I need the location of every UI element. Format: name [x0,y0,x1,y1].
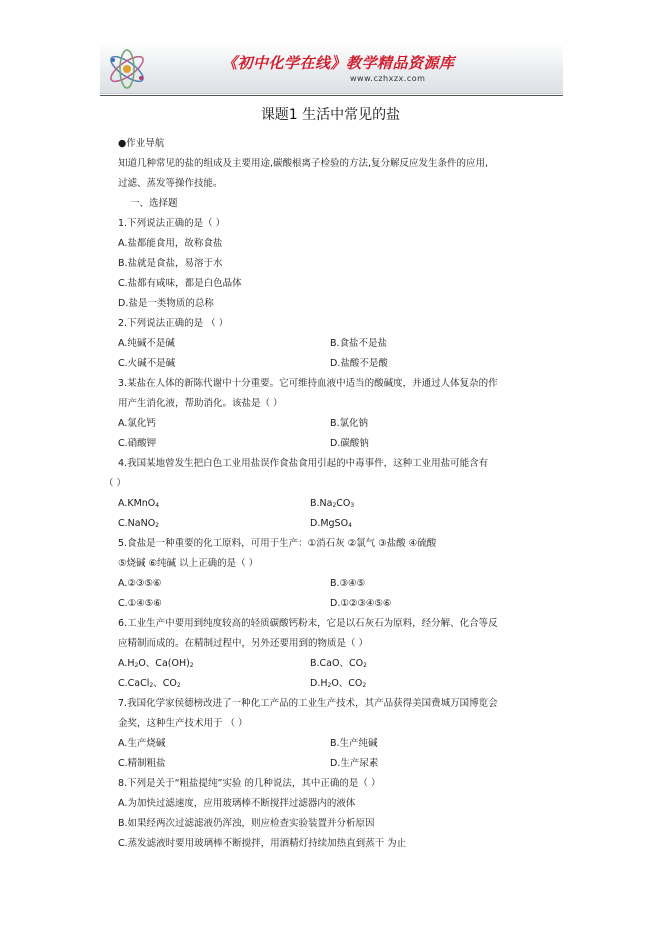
option: A.氯化钙 [118,418,156,429]
option: D.生产尿素 [330,758,379,769]
option: C.火碱不是碱 [118,358,176,369]
option: B.③④⑤ [330,578,366,589]
option: D.碳酸钠 [330,438,369,449]
option: $A.H_2O$、$Ca(OH)_2$ [118,658,194,669]
option: A.生产烧碱 [118,738,166,749]
option: $D.H_2O$、$CO_2$ [310,678,367,689]
question-stem: 应精制而成的。在精制过程中，另外还要用到的物质是（ ） [118,638,369,649]
option: B.食盐不是盐 [330,338,388,349]
header-divider [100,95,563,96]
guide-text-line2: 过滤、蒸发等操作技能。 [118,178,223,189]
option: B.盐就是食盐，易溶于水 [118,258,223,269]
option: C.盐都有咸味，都是白色晶体 [118,278,242,289]
section-heading: 一、选择题 [130,198,178,209]
option: B.如果经两次过滤滤液仍浑浊，则应检查实验装置并分析原因 [118,818,375,829]
option: C.精制粗盐 [118,758,166,769]
option: C.CaCl$_2$、$CO_2$ [118,678,181,689]
site-title: 《初中化学在线》教学精品资源库 [222,54,455,72]
question-stem: 2.下列说法正确的是 （ ） [118,318,229,329]
guide-text-line1: 知道几种常见的盐的组成及主要用途,碳酸根离子检验的方法,复分解反应发生条件的应用, [118,158,489,169]
question-stem: 金奖，这种生产技术用于 （ ） [118,718,248,729]
option: D.①②③④⑤⑥ [330,598,392,609]
question-stem: ⑤烧碱 ⑥纯碱 以上正确的是（ ） [118,558,259,569]
option: C.①④⑤⑥ [118,598,162,609]
option: C.蒸发滤液时要用玻璃棒不断搅拌，用酒精灯持续加热直到蒸干 为止 [118,838,407,849]
question-stem: 4.我国某地曾发生把白色工业用盐误作食盐食用引起的中毒事件，这种工业用盐可能含有 [118,458,489,469]
question-stem: 3.某盐在人体的新陈代谢中十分重要。它可维持血液中适当的酸碱度，并通过人体复杂的作 [118,378,498,389]
option: D.MgSO$_4$ [310,518,352,529]
option: C.硝酸钾 [118,438,157,449]
question-stem: 5.食盐是一种重要的化工原料，可用于生产：①消石灰 ②氯气 ③盐酸 ④硫酸 [118,538,437,549]
question-stem: 1.下列说法正确的是（ ） [118,218,226,229]
option: A.盐都能食用，故称食盐 [118,238,223,249]
option: C.NaNO$_2$ [118,518,159,529]
option: A.②③⑤⑥ [118,578,162,589]
option: A.纯碱不是碱 [118,338,175,349]
question-stem: 7.我国化学家侯德榜改进了一种化工产品的工业生产技术，其产品获得美国费城万国博览会 [118,698,498,709]
question-stem: 8.下列是关于“粗盐提纯”实验 的几种说法，其中正确的是（ ） [118,778,381,789]
question-stem: 6.工业生产中要用到纯度较高的轻质碳酸钙粉末，它是以石灰石为原料，经分解、化合等反 [118,618,498,629]
option: A.为加快过滤速度，应用玻璃棒不断搅拌过滤器内的液体 [118,798,356,809]
option: D.盐是一类物质的总称 [118,298,214,309]
option: B.生产纯碱 [330,738,378,749]
site-url[interactable]: www.czhxzx.com [350,74,426,83]
guide-heading: ●作业导航 [118,138,165,149]
atom-logo-icon [103,46,151,92]
question-stem: 用产生消化液，帮助消化。该盐是（ ） [118,398,283,409]
option: A.KMnO$_4$ [118,498,160,509]
question-stem: （ ） [104,478,127,489]
option: $B.Na_2CO_3$ [310,498,355,509]
page-title: 课题1 生活中常见的盐 [260,107,401,123]
option: D.盐酸不是酸 [330,358,388,369]
option: B.CaO、$CO_2$ [310,658,367,669]
option: B.氯化钠 [330,418,369,429]
